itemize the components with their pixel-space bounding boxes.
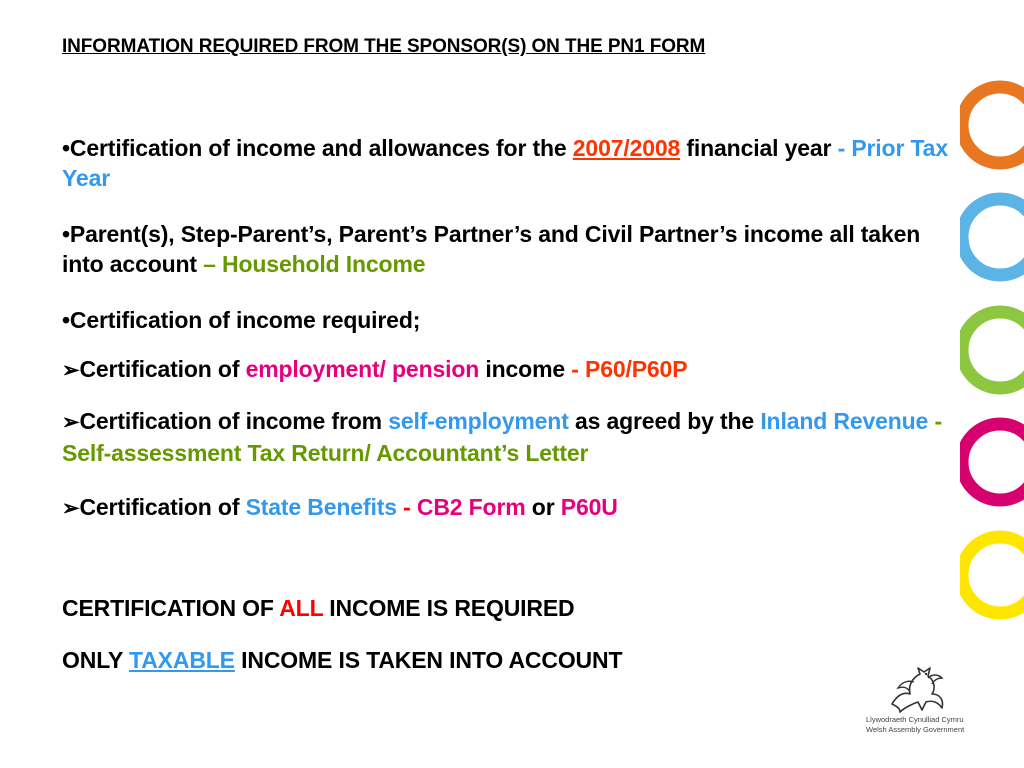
slide-heading: INFORMATION REQUIRED FROM THE SPONSOR(S) ON THE PN1 FORM <box>62 36 706 57</box>
inland-revenue-highlight: Inland Revenue <box>760 408 929 434</box>
household-income-label: – Household Income <box>196 251 426 277</box>
financial-year-highlight: 2007/2008 <box>572 135 681 161</box>
p60-label: - P60/P60P <box>571 356 688 382</box>
bullet-income-year <box>62 133 967 193</box>
logo-english-text: Welsh Assembly Government <box>866 725 965 734</box>
bullet-marker: • <box>62 221 70 247</box>
self-employment-highlight: self-employment <box>388 408 569 434</box>
closing-line-all-income <box>62 593 967 623</box>
closing-text: CERTIFICATION OF <box>62 595 280 621</box>
employment-highlight: employment/ pension <box>245 356 480 382</box>
cb2-form-label: CB2 Form <box>416 494 526 520</box>
closing-line-taxable <box>62 645 967 675</box>
arrow-bullet-icon: ➢ <box>62 411 80 434</box>
dash: - <box>396 494 417 520</box>
p60u-label: P60U <box>560 494 618 520</box>
decorative-rings <box>960 60 1024 640</box>
sub-item-self-employment <box>62 406 967 468</box>
bullet-marker: • <box>62 307 70 333</box>
closing-text: INCOME IS REQUIRED <box>323 595 575 621</box>
sub-item-text: Certification of <box>79 494 246 520</box>
closing-text: ONLY <box>62 647 130 673</box>
self-assessment-label: Self-assessment Tax Return/ Accountant’s Letter <box>62 440 589 466</box>
yellow-ring-icon <box>962 537 1024 613</box>
prior-tax-year-label: - Prior Tax Year <box>62 135 948 191</box>
bullet-marker: • <box>62 135 70 161</box>
bullet-text: financial year <box>680 135 832 161</box>
sub-item-text: as agreed by the <box>568 408 761 434</box>
welsh-assembly-logo <box>862 664 965 744</box>
bullet-text: Parent(s), Step-Parent’s, Parent’s Partner’s and Civil Partner’s income all taken into account <box>62 221 921 277</box>
arrow-bullet-icon: ➢ <box>62 497 80 520</box>
sub-item-employment <box>62 354 967 386</box>
bullet-required <box>62 305 967 335</box>
dragon-icon <box>884 664 948 714</box>
bullet-household <box>62 219 967 279</box>
sub-item-text: Certification of income from <box>79 408 389 434</box>
dash: - <box>928 408 942 434</box>
bullet-text: Certification of income and allowances for the <box>69 135 573 161</box>
closing-text: INCOME IS TAKEN INTO ACCOUNT <box>234 647 623 673</box>
or-text: or <box>525 494 561 520</box>
blue-ring-icon <box>962 199 1024 275</box>
orange-ring-icon <box>962 87 1024 163</box>
taxable-highlight: TAXABLE <box>129 647 235 673</box>
state-benefits-highlight: State Benefits <box>245 494 397 520</box>
bullet-text: Certification of income required; <box>69 307 421 333</box>
sub-item-text: income <box>479 356 572 382</box>
sub-item-state-benefits <box>62 492 967 524</box>
all-highlight: ALL <box>279 595 324 621</box>
magenta-ring-icon <box>962 424 1024 500</box>
arrow-bullet-icon: ➢ <box>62 359 80 382</box>
logo-welsh-text: Llywodraeth Cynulliad Cymru <box>866 715 964 724</box>
sub-item-text: Certification of <box>79 356 246 382</box>
green-ring-icon <box>962 312 1024 388</box>
